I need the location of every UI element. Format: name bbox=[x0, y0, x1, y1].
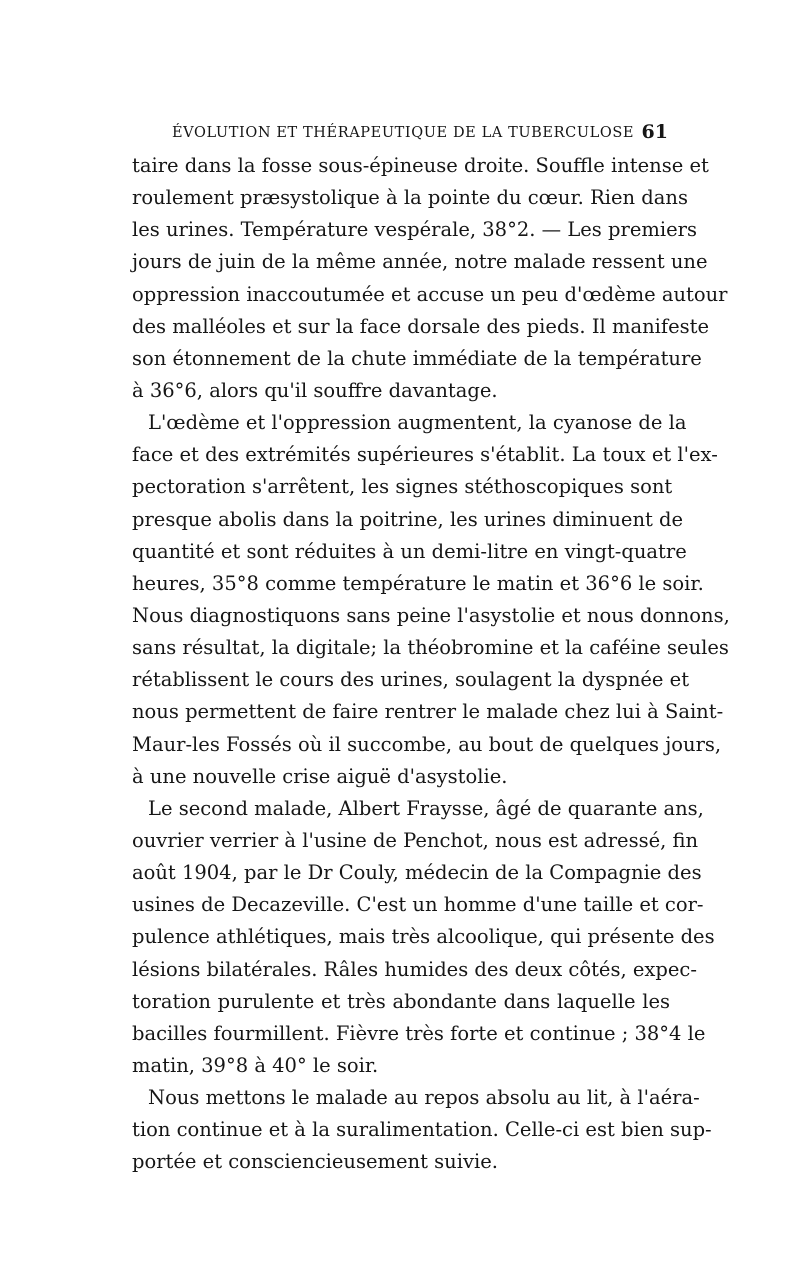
text-line: sans résultat, la digitale; la théobromine et la caféine seules bbox=[132, 636, 729, 660]
text-line: ouvrier verrier à l'usine de Penchot, nous est adressé, fin bbox=[132, 828, 699, 852]
text-line: roulement præsystolique à la pointe du cœur. Rien dans bbox=[132, 186, 688, 210]
text-line: pectoration s'arrêtent, les signes stéthoscopiques sont bbox=[132, 475, 673, 499]
text-line: Maur-les Fossés où il succombe, au bout de quelques jours, bbox=[132, 732, 722, 756]
text-line: bacilles fourmillent. Fièvre très forte et continue ; 38°4 le bbox=[132, 1021, 706, 1045]
text-line: heures, 35°8 comme température le matin et 36°6 le soir. bbox=[132, 571, 704, 595]
text-line: son étonnement de la chute immédiate de la température bbox=[132, 346, 702, 370]
paragraph-end-line: à 36°6, alors qu'il souffre davantage. bbox=[132, 378, 498, 402]
text-line: pulence athlétiques, mais très alcoolique, qui présente des bbox=[132, 925, 715, 949]
text-line: des malléoles et sur la face dorsale des pieds. Il manifeste bbox=[132, 314, 710, 338]
page-number: 61 bbox=[641, 121, 668, 143]
text-line: août 1904, par le Dr Couly, médecin de la Compagnie des bbox=[132, 861, 702, 885]
text-line: usines de Decazeville. C'est un homme d'une taille et cor- bbox=[132, 893, 704, 917]
text-line: tion continue et à la suralimentation. Celle-ci est bien sup- bbox=[132, 1118, 712, 1142]
paragraph-start-line: Nous mettons le malade au repos absolu au lit, à l'aéra- bbox=[148, 1086, 700, 1110]
text-line: lésions bilatérales. Râles humides des deux côtés, expec- bbox=[132, 957, 697, 981]
text-line: face et des extrémités supérieures s'établit. La toux et l'ex- bbox=[132, 443, 718, 467]
paragraph-start-line: Le second malade, Albert Fraysse, âgé de quarante ans, bbox=[148, 796, 704, 820]
text-line: toration purulente et très abondante dans laquelle les bbox=[132, 989, 670, 1013]
body-text bbox=[132, 150, 730, 1179]
text-line: Nous diagnostiquons sans peine l'asystolie et nous donnons, bbox=[132, 603, 730, 627]
paragraph-end-line: à une nouvelle crise aiguë d'asystolie. bbox=[132, 764, 508, 788]
paragraph-start-line: L'œdème et l'oppression augmentent, la cyanose de la bbox=[148, 411, 687, 435]
running-title: ÉVOLUTION ET THÉRAPEUTIQUE DE LA TUBERCULOSE bbox=[172, 125, 635, 141]
text-line: quantité et sont réduites à un demi-litre en vingt-quatre bbox=[132, 539, 687, 563]
text-line: les urines. Température vespérale, 38°2. — Les premiers bbox=[132, 218, 697, 242]
text-line: taire dans la fosse sous-épineuse droite. Souffle intense et bbox=[132, 154, 709, 177]
running-head bbox=[172, 121, 668, 145]
paragraph-end-line: matin, 39°8 à 40° le soir. bbox=[132, 1053, 379, 1077]
text-line: rétablissent le cours des urines, soulagent la dyspnée et bbox=[132, 668, 690, 692]
text-line: presque abolis dans la poitrine, les urines diminuent de bbox=[132, 507, 684, 531]
text-line: jours de juin de la même année, notre malade ressent une bbox=[132, 250, 708, 274]
paragraph-end-line: portée et consciencieusement suivie. bbox=[132, 1150, 498, 1174]
text-line: oppression inaccoutumée et accuse un peu d'œdème autour bbox=[132, 282, 728, 306]
text-line: nous permettent de faire rentrer le malade chez lui à Saint- bbox=[132, 700, 724, 724]
